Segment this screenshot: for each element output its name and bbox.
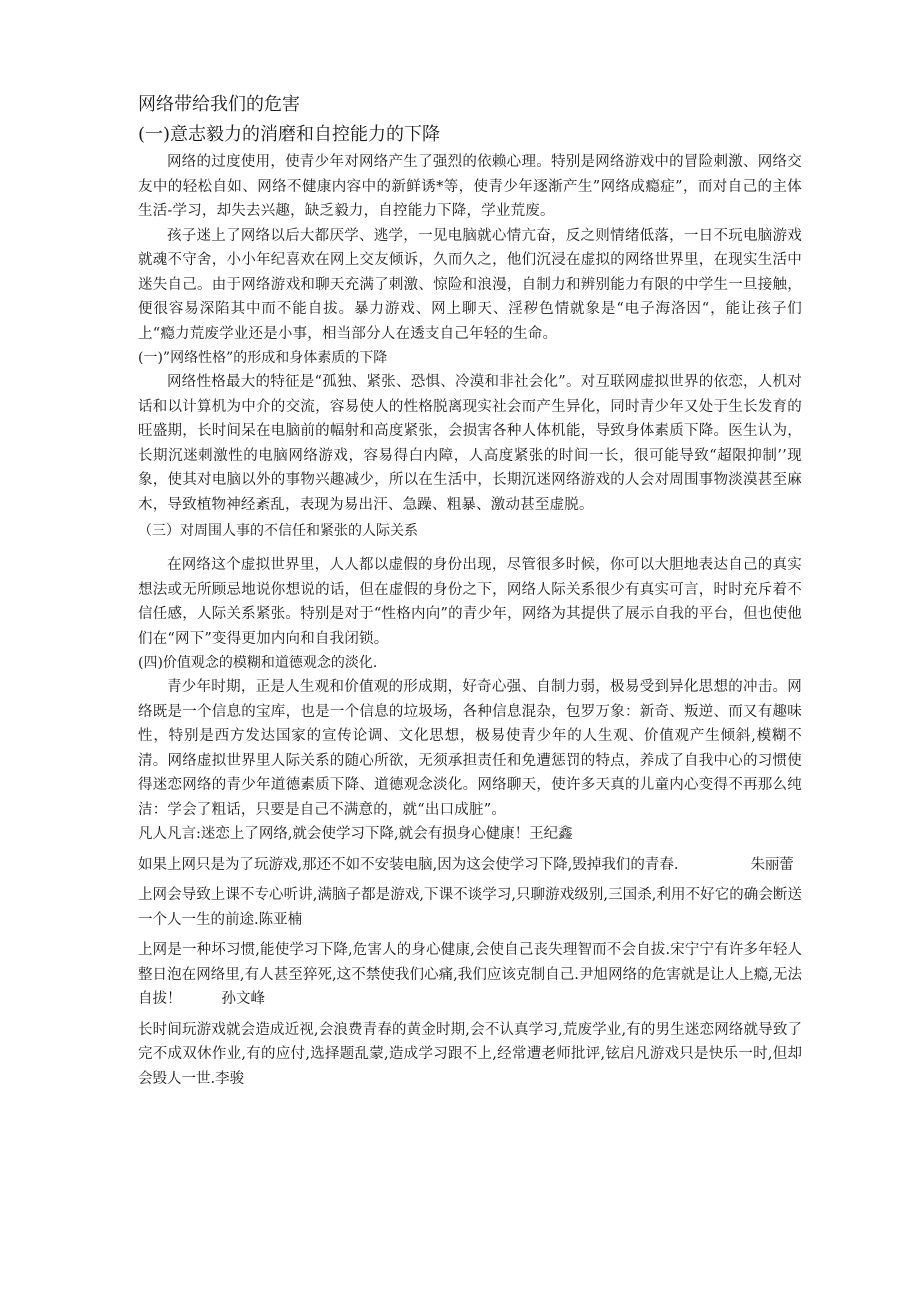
quote-5 <box>138 1018 802 1092</box>
quote-4 <box>138 938 802 1012</box>
quote-2 <box>138 853 802 878</box>
quote-1 <box>138 822 802 847</box>
document-title: 网络带给我们的危害 <box>138 94 300 115</box>
section-4-heading: (四)价值观念的模糊和道德观念的淡化. <box>138 655 378 671</box>
section-2-heading: (一)”网络性格”的形成和身体素质的下降 <box>138 350 388 366</box>
section-1-heading: (一)意志毅力的消磨和自控能力的下降 <box>138 124 441 145</box>
section-2-paragraph: 网络性格最大的特征是“孤独、紧张、恐惧、冷漠和非社会化”。对互联网虚拟世界的依恋，人机对话和以计算机为中介的交流，容易使人的性格脱离现实社会而产生异化，同时青少年又处于生长发育的旺盛期，长时间呆在电脑前的幅射和高度紧张，会损害各种人体机能，导致身体素质下降。医生认为，长期沉迷刺激性的电脑网络游戏，容易得白内障，人高度紧张的时间一长，很可能导致“超限抑制’’现象，使其对电脑以外的事物兴趣减少，所以在生活中，长期沉迷网络游戏的人会对周围事物淡漠甚至麻木，导致植物神经紊乱，表现为易出汗、急躁、粗暴、激动甚至虚脱。 <box>138 374 802 513</box>
quote-1-text: 凡人凡言:迷恋上了网络,就会使学习下降,就会有损身心健康！王纪鑫 <box>138 826 573 842</box>
document-page <box>138 92 802 1091</box>
quote-4-text: 上网是一种坏习惯,能使学习下降,危害人的身心健康,会使自己丧失理智而不会自拔.宋宁宁有许多年轻人整日泡在网络里,有人甚至猝死,这不禁使我们心痛,我们应该克制自己.尹旭网络的危害就是让人上瘾,无法自拔！ <box>138 942 802 1007</box>
section-1-paragraph-2: 孩子迷上了网络以后大都厌学、逃学，一见电脑就心情亢奋，反之则情绪低落，一日不玩电脑游戏就魂不守舍，小小年纪喜欢在网上交友倾诉，久而久之，他们沉浸在虚拟的网络世界里，在现实生活中迷失自己。由于网络游戏和聊天充满了刺激、惊险和浪漫，自制力和辨别能力有限的中学生一旦接触，便很容易深陷其中而不能自拔。暴力游戏、网上聊天、淫秽色情就象是“电子海洛因“，能让孩子们上“瘾力荒废学业还是小事，相当部分人在透支自己年轻的生命。 <box>138 227 802 342</box>
quote-5-text: 长时间玩游戏就会造成近视,会浪费青春的黄金时期,会不认真学习,荒废学业,有的男生迷恋网络就导致了完不成双休作业,有的应付,选择题乱蒙,造成学习跟不上,经常遭老师批评,铉启凡游戏只是快乐一时,但却会毁人一世.李骏 <box>138 1021 802 1087</box>
section-3-paragraph: 在网络这个虚拟世界里，人人都以虚假的身份出现，尽管很多时候，你可以大胆地表达自己的真实想法或无所顾忌地说你想说的话，但在虚假的身份之下，网络人际关系很少有真实可言，时时充斥着不信任感，人际关系紧张。特别是对于“性格内向”的青少年，网络为其提供了展示自我的平台，但也使他们在“网下”变得更加内向和自我闭锁。 <box>138 557 802 647</box>
quote-2-text: 如果上网只是为了玩游戏,那还不如不安装电脑,因为这会使学习下降,毁掉我们的青春. <box>138 856 679 873</box>
section-3-heading: （三）对周围人事的不信任和紧张的人际关系 <box>138 523 418 539</box>
section-1-paragraph-1: 网络的过度使用，使青少年对网络产生了强烈的依赖心理。特别是网络游戏中的冒险刺激、网络交友中的轻松自如、网络不健康内容中的新鲜诱*等，使青少年逐渐产生”网络成瘾症”，而对自己的主体生活-学习，却失去兴趣，缺乏毅力，自控能力下降，学业荒废。 <box>138 154 802 219</box>
quote-2-author: 朱丽蕾 <box>750 856 794 873</box>
quote-4-author: 孙文峰 <box>221 991 265 1007</box>
quote-3-text: 上网会导致上课不专心听讲,满脑子都是游戏,下课不谈学习,只聊游戏级别,三国杀,利用不好它的确会断送一个人一生的前途.陈亚楠 <box>138 887 802 928</box>
quote-3 <box>138 883 802 932</box>
section-4-paragraph: 青少年时期，正是人生观和价值观的形成期，好奇心强、自制力弱，极易受到异化思想的冲击。网络既是一个信息的宝库，也是一个信息的垃圾场，各种信息混杂，包罗万象：新奇、叛逆、而又有趣味性，特别是西方发达国家的宣传论调、文化思想，极易使青少年的人生观、价值观产生倾斜,模糊不清。网络虚拟世界里人际关系的随心所欲，无须承担责任和免遭惩罚的特点，养成了自我中心的习惯使得迷恋网络的青少年道德素质下降、道德观念淡化。网络聊天，使许多天真的儿童内心变得不再那么纯洁：学会了粗话，只要是自己不满意的，就“出口成脏”。 <box>138 679 802 818</box>
